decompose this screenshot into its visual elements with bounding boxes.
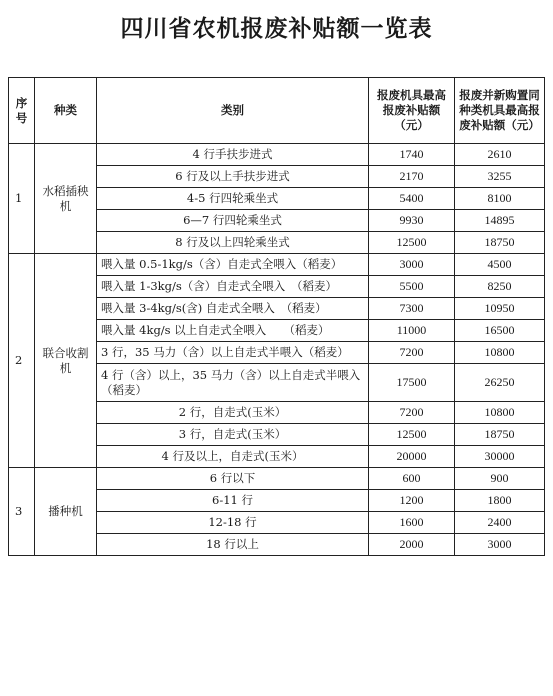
scrap-amount-cell: 1740 bbox=[369, 144, 455, 166]
scrap-amount-cell: 2170 bbox=[369, 166, 455, 188]
group-kind: 播种机 bbox=[35, 468, 97, 556]
renew-amount-cell: 16500 bbox=[455, 320, 545, 342]
scrap-amount-cell: 5500 bbox=[369, 276, 455, 298]
group-index: 2 bbox=[9, 254, 35, 468]
scrap-amount-cell: 2000 bbox=[369, 534, 455, 556]
category-cell: 2 行，自走式(玉米） bbox=[97, 402, 369, 424]
scrap-amount-cell: 600 bbox=[369, 468, 455, 490]
renew-amount-cell: 14895 bbox=[455, 210, 545, 232]
renew-amount-cell: 30000 bbox=[455, 446, 545, 468]
renew-amount-cell: 18750 bbox=[455, 232, 545, 254]
header-renew-max: 报废并新购置同种类机具最高报废补贴额（元） bbox=[455, 78, 545, 144]
header-scrap-max: 报废机具最高报废补贴额（元） bbox=[369, 78, 455, 144]
table-row bbox=[9, 254, 545, 276]
category-cell: 6 行以下 bbox=[97, 468, 369, 490]
renew-amount-cell: 26250 bbox=[455, 364, 545, 402]
category-cell: 4 行（含）以上，35 马力（含）以上自走式半喂入（稻麦） bbox=[97, 364, 369, 402]
group-index: 3 bbox=[9, 468, 35, 556]
category-cell: 4 行及以上，自走式(玉米） bbox=[97, 446, 369, 468]
renew-amount-cell: 10800 bbox=[455, 342, 545, 364]
category-cell: 6 行及以上手扶步进式 bbox=[97, 166, 369, 188]
category-cell: 3 行，自走式(玉米） bbox=[97, 424, 369, 446]
group-kind: 联合收割机 bbox=[35, 254, 97, 468]
group-kind: 水稻插秧机 bbox=[35, 144, 97, 254]
renew-amount-cell: 2400 bbox=[455, 512, 545, 534]
scrap-amount-cell: 17500 bbox=[369, 364, 455, 402]
renew-amount-cell: 18750 bbox=[455, 424, 545, 446]
scrap-amount-cell: 11000 bbox=[369, 320, 455, 342]
table-header-row bbox=[9, 78, 545, 144]
category-cell: 12-18 行 bbox=[97, 512, 369, 534]
category-cell: 8 行及以上四轮乘坐式 bbox=[97, 232, 369, 254]
category-cell: 喂入量 4kg/s 以上自走式全喂入 （稻麦） bbox=[97, 320, 369, 342]
category-cell: 喂入量 0.5-1kg/s（含）自走式全喂入（稻麦） bbox=[97, 254, 369, 276]
scrap-amount-cell: 9930 bbox=[369, 210, 455, 232]
scrap-amount-cell: 1600 bbox=[369, 512, 455, 534]
scrap-amount-cell: 12500 bbox=[369, 232, 455, 254]
renew-amount-cell: 10800 bbox=[455, 402, 545, 424]
category-cell: 喂入量 3-4kg/s(含) 自走式全喂入 （稻麦） bbox=[97, 298, 369, 320]
subsidy-table bbox=[8, 77, 545, 556]
category-cell: 4-5 行四轮乘坐式 bbox=[97, 188, 369, 210]
scrap-amount-cell: 7200 bbox=[369, 402, 455, 424]
renew-amount-cell: 8250 bbox=[455, 276, 545, 298]
page-title: 四川省农机报废补贴额一览表 bbox=[120, 15, 433, 42]
table-body bbox=[9, 78, 545, 556]
renew-amount-cell: 10950 bbox=[455, 298, 545, 320]
table-row bbox=[9, 144, 545, 166]
category-cell: 6-11 行 bbox=[97, 490, 369, 512]
scrap-amount-cell: 5400 bbox=[369, 188, 455, 210]
scrap-amount-cell: 7300 bbox=[369, 298, 455, 320]
renew-amount-cell: 4500 bbox=[455, 254, 545, 276]
category-cell: 喂入量 1-3kg/s（含）自走式全喂入 （稻麦） bbox=[97, 276, 369, 298]
renew-amount-cell: 3255 bbox=[455, 166, 545, 188]
renew-amount-cell: 900 bbox=[455, 468, 545, 490]
renew-amount-cell: 8100 bbox=[455, 188, 545, 210]
scrap-amount-cell: 12500 bbox=[369, 424, 455, 446]
renew-amount-cell: 2610 bbox=[455, 144, 545, 166]
category-cell: 3 行，35 马力（含）以上自走式半喂入（稻麦） bbox=[97, 342, 369, 364]
header-category: 类别 bbox=[97, 78, 369, 144]
header-kind: 种类 bbox=[35, 78, 97, 144]
header-index: 序号 bbox=[9, 78, 35, 144]
category-cell: 18 行以上 bbox=[97, 534, 369, 556]
table-row bbox=[9, 468, 545, 490]
renew-amount-cell: 3000 bbox=[455, 534, 545, 556]
category-cell: 4 行手扶步进式 bbox=[97, 144, 369, 166]
scrap-amount-cell: 7200 bbox=[369, 342, 455, 364]
category-cell: 6—7 行四轮乘坐式 bbox=[97, 210, 369, 232]
scrap-amount-cell: 1200 bbox=[369, 490, 455, 512]
scrap-amount-cell: 3000 bbox=[369, 254, 455, 276]
scrap-amount-cell: 20000 bbox=[369, 446, 455, 468]
group-index: 1 bbox=[9, 144, 35, 254]
renew-amount-cell: 1800 bbox=[455, 490, 545, 512]
